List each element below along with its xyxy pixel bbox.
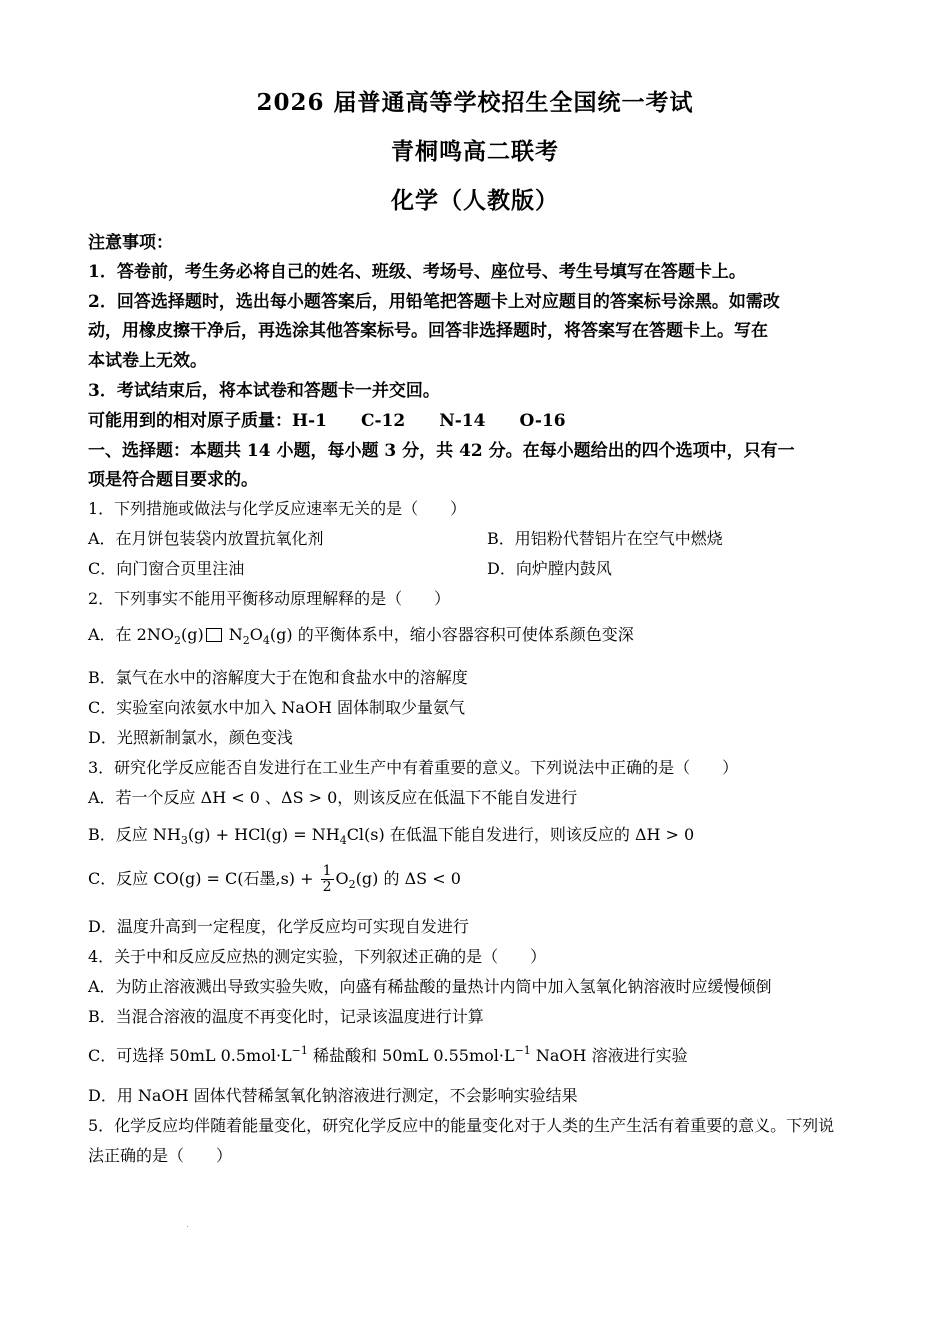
note-2-line-2: 动，用橡皮擦干净后，再选涂其他答案标号。回答非选择题时，将答案写在答题卡上。写在 bbox=[88, 321, 768, 341]
q3-b-mid: 在低温下能自发进行，则该反应的 bbox=[384, 825, 635, 844]
q2-a-eq-right-sub1: 2 bbox=[242, 634, 250, 647]
q3-option-a bbox=[88, 785, 868, 808]
q3-b-equation bbox=[152, 825, 385, 847]
q2-stem: 2．下列事实不能用平衡移动原理解释的是（ ） bbox=[88, 589, 451, 608]
q3-b-eq1: NH bbox=[152, 825, 181, 844]
q1-option-a: A．在月饼包装袋内放置抗氧化剂 bbox=[88, 529, 324, 548]
q4-c-prefix: C．可选择 bbox=[88, 1046, 170, 1065]
atomic-masses bbox=[88, 406, 868, 431]
q2-a-eq-left-sub: 2 bbox=[173, 634, 181, 647]
mass-c: C-12 bbox=[360, 411, 406, 431]
q4-c-sup-2: −1 bbox=[514, 1044, 531, 1057]
q3-stem: 3．研究化学反应能否自发进行在工业生产中有着重要的意义。下列说法中正确的是（ ） bbox=[88, 758, 739, 777]
section-1-line-2: 项是符合题目要求的。 bbox=[88, 470, 258, 490]
q2-option-a bbox=[88, 622, 868, 647]
q3-a-delta-s: ΔS > 0 bbox=[281, 788, 338, 807]
q3-c-fraction bbox=[321, 864, 334, 895]
q2-option-b: B．氯气在水中的溶解度大于在饱和食盐水中的溶解度 bbox=[88, 668, 468, 687]
q3-a-mid: 、 bbox=[259, 788, 282, 807]
q4-option-b: B．当混合溶液的温度不再变化时，记录该温度进行计算 bbox=[88, 1007, 484, 1026]
q3-c-frac-den: 2 bbox=[322, 879, 332, 895]
q3-a-prefix: A．若一个反应 bbox=[88, 788, 201, 807]
mass-o: O-16 bbox=[519, 411, 566, 431]
q4-c-mid: 稀盐酸和 bbox=[307, 1046, 383, 1065]
q2-a-eq-right-sub2: 4 bbox=[262, 634, 270, 647]
q3-option-d: D．温度升高到一定程度，化学反应均可实现自发进行 bbox=[88, 917, 469, 936]
q4-option-c bbox=[88, 1043, 868, 1066]
notes-heading: 注意事项： bbox=[88, 233, 173, 253]
q4-c-value-2: 50mL 0.55mol·L bbox=[382, 1046, 515, 1065]
q2-a-eq-left: 2NO bbox=[136, 625, 174, 644]
stray-dot bbox=[187, 1226, 188, 1227]
q3-c-mid: 的 bbox=[378, 869, 405, 888]
q3-c-eq3: (g) bbox=[355, 869, 379, 888]
q3-c-eq1: CO(g) = C(石墨,s) + bbox=[153, 869, 319, 888]
atomic-masses-label: 可能用到的相对原子质量： bbox=[88, 411, 292, 431]
q2-a-suffix: 的平衡体系中，缩小容器容积可使体系颜色变深 bbox=[292, 625, 634, 644]
equilibrium-arrow-icon bbox=[206, 628, 222, 642]
q2-a-eq-right-o: O bbox=[249, 625, 263, 644]
q1-option-b: B．用铝粉代替铝片在空气中燃烧 bbox=[487, 529, 723, 548]
q2-option-d: D．光照新制氯水，颜色变浅 bbox=[88, 728, 293, 747]
q5-stem-line-1: 5．化学反应均伴随着能量变化，研究化学反应中的能量变化对于人类的生产生活有着重要的意义。下列说 bbox=[88, 1116, 835, 1135]
q2-a-prefix: A．在 bbox=[88, 625, 137, 644]
q2-a-eq-right: N bbox=[228, 625, 243, 644]
q4-c-sup-1: −1 bbox=[291, 1044, 308, 1057]
q3-b-delta-h: ΔH > 0 bbox=[634, 825, 695, 844]
q3-a-delta-h: ΔH < 0 bbox=[200, 788, 260, 807]
q3-c-delta-s: ΔS < 0 bbox=[404, 869, 461, 888]
q2-option-c: C．实验室向浓氨水中加入 NaOH 固体制取少量氨气 bbox=[88, 698, 466, 717]
q4-c-suffix: NaOH 溶液进行实验 bbox=[530, 1046, 688, 1065]
note-2-line-3: 本试卷上无效。 bbox=[88, 351, 207, 371]
q4-c-value-1: 50mL 0.5mol·L bbox=[169, 1046, 292, 1065]
q3-b-eq1-sub: 3 bbox=[180, 834, 188, 847]
note-3: 3．考试结束后，将本试卷和答题卡一并交回。 bbox=[88, 381, 440, 401]
q3-b-eq3: Cl(s) bbox=[346, 825, 385, 844]
q3-c-eq2: O bbox=[335, 869, 349, 888]
note-1: 1．答卷前，考生务必将自己的姓名、班级、考场号、座位号、考生号填写在答题卡上。 bbox=[88, 262, 746, 282]
q3-c-frac-num: 1 bbox=[322, 863, 332, 879]
q3-b-prefix: B．反应 bbox=[88, 825, 153, 844]
exam-title: 2026 届普通高等学校招生全国统一考试 bbox=[256, 89, 694, 116]
q3-option-c bbox=[88, 864, 868, 895]
subject-title: 化学（人教版） bbox=[391, 187, 559, 214]
q3-c-prefix: C．反应 bbox=[88, 869, 154, 888]
q3-b-eq2: (g) + HCl(g) = NH bbox=[187, 825, 340, 844]
section-1-line-1: 一、选择题：本题共 14 小题，每小题 3 分，共 42 分。在每小题给出的四个选项中，只有一 bbox=[88, 441, 795, 461]
q4-option-a: A．为防止溶液溅出导致实验失败，向盛有稀盐酸的量热计内筒中加入氢氧化钠溶液时应缓慢倾倒 bbox=[88, 977, 772, 996]
q4-option-d: D．用 NaOH 固体代替稀氢氧化钠溶液进行测定，不会影响实验结果 bbox=[88, 1086, 578, 1105]
q1-stem: 1．下列措施或做法与化学反应速率无关的是（ ） bbox=[88, 499, 467, 518]
exam-subtitle: 青桐鸣高二联考 bbox=[391, 138, 559, 165]
q3-option-b bbox=[88, 822, 868, 847]
q3-c-equation bbox=[153, 863, 379, 895]
q1-option-c: C．向门窗合页里注油 bbox=[88, 559, 245, 578]
q3-b-eq2-sub: 4 bbox=[339, 834, 347, 847]
q3-a-suffix: ，则该反应在低温下不能自发进行 bbox=[337, 788, 578, 807]
mass-n: N-14 bbox=[439, 411, 486, 431]
q2-a-eq-left-state: (g) bbox=[180, 625, 204, 644]
q1-option-d: D．向炉膛内鼓风 bbox=[487, 559, 612, 578]
q4-stem: 4．关于中和反应反应热的测定实验，下列叙述正确的是（ ） bbox=[88, 947, 547, 966]
q3-c-eq2-sub: 2 bbox=[348, 878, 356, 891]
q5-stem-line-2: 法正确的是（ ） bbox=[88, 1146, 233, 1165]
q2-a-eq-right-state: (g) bbox=[269, 625, 293, 644]
q2-a-equation bbox=[136, 625, 293, 647]
mass-h: H-1 bbox=[292, 411, 327, 431]
note-2-line-1: 2．回答选择题时，选出每小题答案后，用铅笔把答题卡上对应题目的答案标号涂黑。如需改 bbox=[88, 292, 780, 312]
